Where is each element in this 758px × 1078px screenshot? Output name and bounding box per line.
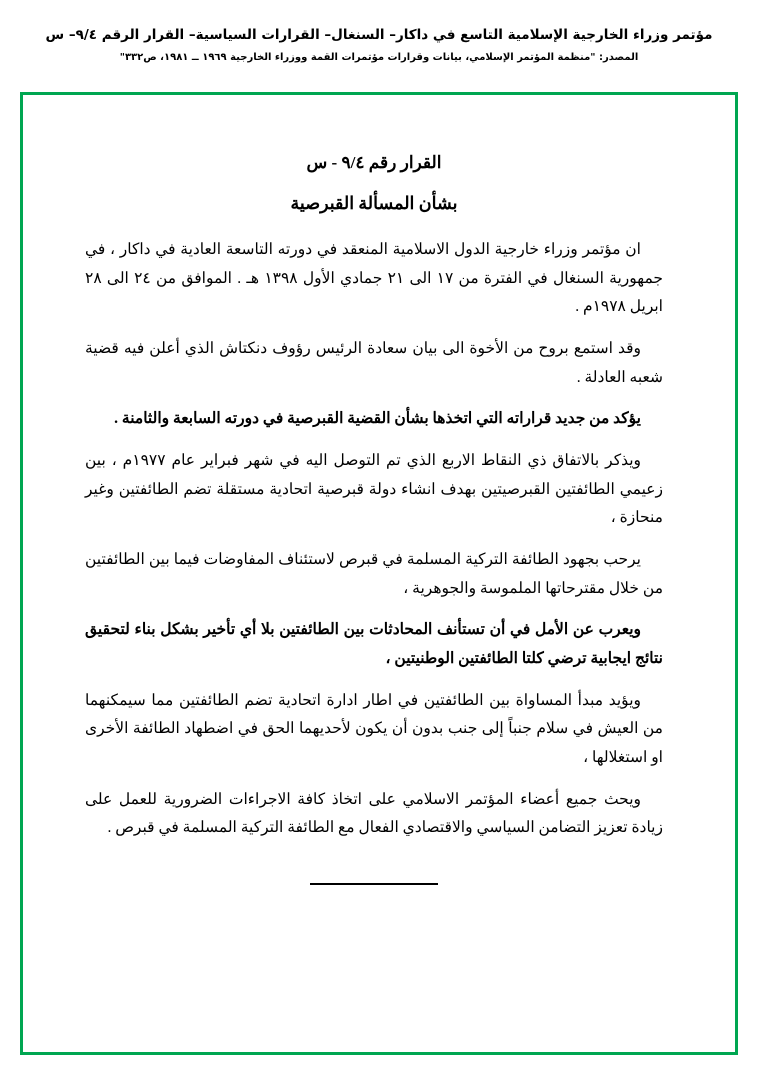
header-title: مؤتمر وزراء الخارجية الإسلامية التاسع في داكار– السنغال– القرارات السياسية– القرار الرقم ٩/٤– س: [45, 27, 713, 43]
paragraph: ويعرب عن الأمل في أن تستأنف المحادثات بين الطائفتين بلا أي تأخير بشكل بناء لتحقيق نتائج ايجابية ترضي كلتا الطائفتين الوطنيتين ،: [85, 621, 663, 668]
paragraph: يرحب بجهود الطائفة التركية المسلمة في قبرص لاستئناف المفاوضات فيما بين الطائفتين من خلال مقترحاتها الملموسة والجوهرية ،: [85, 551, 663, 597]
page-header: [0, 0, 758, 64]
paragraph: يؤكد من جديد قراراته التي اتخذها بشأن القضية القبرصية في دورته السابعة والثامنة .: [114, 410, 641, 428]
paragraph: وقد استمع بروح من الأخوة الى بيان سعادة الرئيس رؤوف دنكتاش الذي أعلن فيه قضية شعبه العادلة .: [85, 340, 663, 386]
paragraph: ويحث جميع أعضاء المؤتمر الاسلامي على اتخاذ كافة الاجراءات الضرورية للعمل على زيادة تعزيز التضامن السياسي والاقتصادي الفعال مع الطائفة التركية المسلمة في قبرص .: [85, 790, 663, 837]
green-border-frame: [20, 92, 738, 1055]
paragraph: ويؤيد مبدأ المساواة بين الطائفتين في اطار ادارة اتحادية تضم الطائفتين مما سيمكنهما من العيش في سلام جنباً إلى جنب بدون أن يكون لأحديهما الحق في اضطهاد الطائفة الأخرى او استغلالها ،: [85, 691, 663, 767]
document-body: [23, 95, 735, 885]
resolution-subject: بشأن المسألة القبرصية: [290, 193, 458, 213]
resolution-number: القرار رقم ٩/٤ - س: [306, 153, 442, 172]
horizontal-rule: [310, 883, 438, 885]
paragraph: ويذكر بالاتفاق ذي النقاط الاربع الذي تم التوصل اليه في شهر فبراير عام ١٩٧٧م ، بين زعيمي الطائفتين القبرصيتين بهدف انشاء دولة قبرصية اتحادية مستقلة تضم الطائفتين وغير منحازة ،: [85, 452, 663, 527]
paragraph: ان مؤتمر وزراء خارجية الدول الاسلامية المنعقد في دورته التاسعة العادية في داكار ، في جمهورية السنغال في الفترة من ١٧ الى ٢١ جمادي الأول ١٣٩٨ هـ . الموافق من ٢٤ الى ٢٨ ابريل ١٩٧٨م .: [85, 241, 663, 316]
header-source: المصدر: "منظمة المؤتمر الإسلامي، بيانات وقرارات مؤتمرات القمة ووزراء الخارجية ١٩٦٩ ــ ١٩٨١، ص٣٣٢": [119, 52, 639, 64]
